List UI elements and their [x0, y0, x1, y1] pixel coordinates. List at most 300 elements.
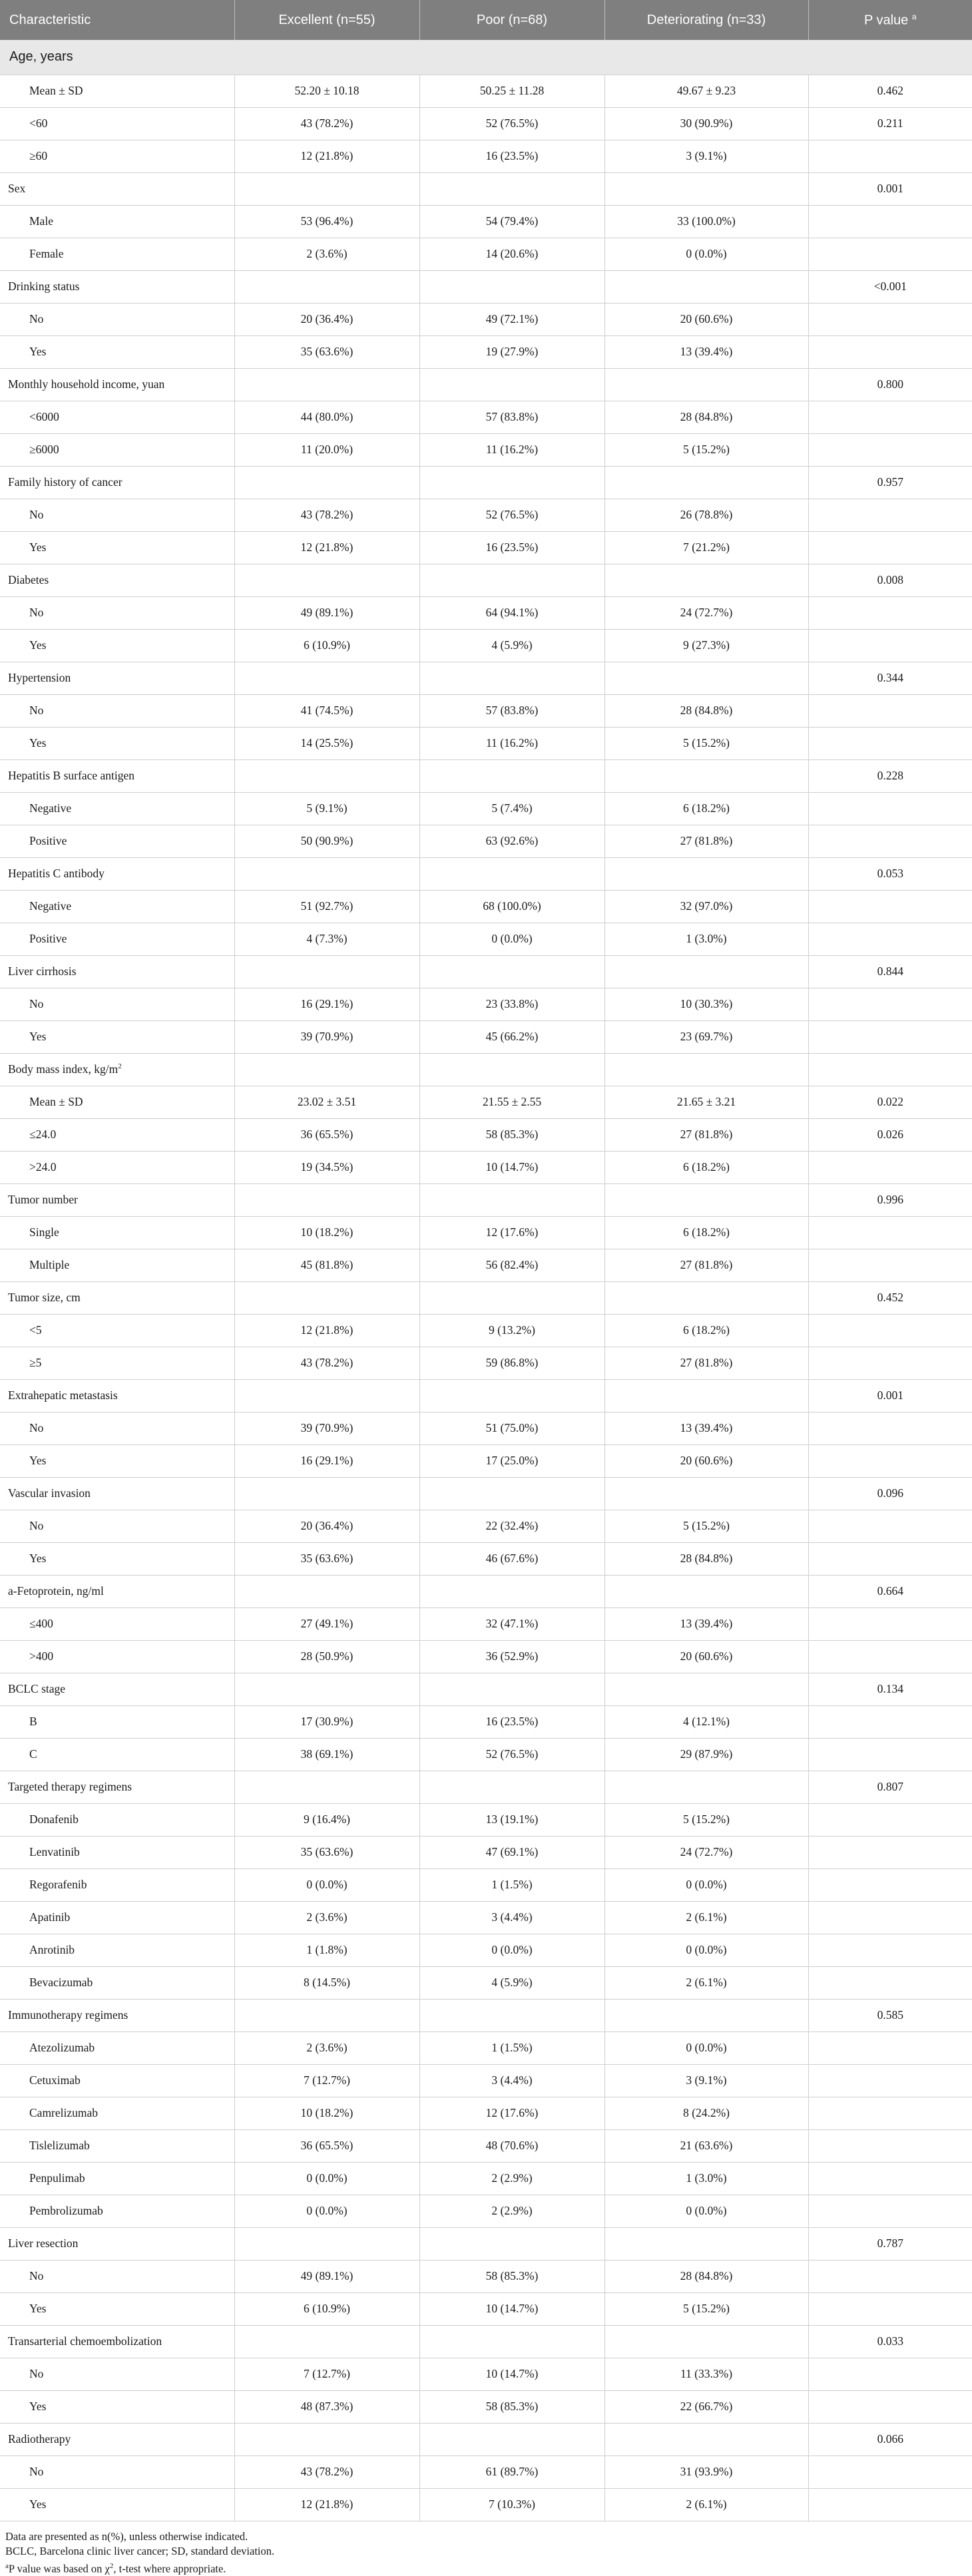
cell-excellent: 28 (50.9%): [234, 1640, 419, 1673]
cell-poor: 2 (2.9%): [419, 2162, 605, 2195]
table-row: [0, 1412, 972, 1444]
row-label: [0, 629, 234, 662]
cell-excellent: 16 (29.1%): [234, 988, 419, 1020]
table-row: [0, 1020, 972, 1053]
row-label: [0, 2097, 234, 2129]
cell-excellent: 7 (12.7%): [234, 2064, 419, 2097]
row-label: [0, 1673, 234, 1705]
row-label-text: Bevacizumab: [29, 1976, 93, 1989]
cell-excellent: 52.20 ± 10.18: [234, 75, 419, 107]
table-row: [0, 1542, 972, 1575]
cell-pvalue: [808, 2129, 972, 2162]
table-row: [0, 1836, 972, 1868]
cell-deteriorating: 6 (18.2%): [605, 1314, 808, 1347]
cell-poor: [419, 1281, 605, 1314]
cell-deteriorating: 13 (39.4%): [605, 1412, 808, 1444]
table-row: [0, 172, 972, 205]
cell-poor: 58 (85.3%): [419, 2390, 605, 2423]
row-label: [0, 335, 234, 368]
cell-poor: 2 (2.9%): [419, 2195, 605, 2227]
cell-excellent: 0 (0.0%): [234, 2195, 419, 2227]
cell-poor: 68 (100.0%): [419, 890, 605, 923]
cell-deteriorating: 28 (84.8%): [605, 401, 808, 433]
row-label: [0, 1053, 234, 1086]
table-row: [0, 2390, 972, 2423]
cell-poor: [419, 564, 605, 596]
table-row: [0, 2423, 972, 2456]
cell-deteriorating: 24 (72.7%): [605, 596, 808, 629]
cell-pvalue: [808, 923, 972, 955]
row-label-text: Immunotherapy regimens: [8, 2008, 128, 2022]
cell-excellent: 12 (21.8%): [234, 140, 419, 172]
table-row: [0, 2032, 972, 2064]
row-label-text: No: [29, 2367, 43, 2380]
row-label: [0, 1803, 234, 1836]
cell-excellent: 2 (3.6%): [234, 238, 419, 270]
cell-poor: 3 (4.4%): [419, 1901, 605, 1934]
table-row: [0, 955, 972, 988]
cell-pvalue: [808, 596, 972, 629]
cell-pvalue: [808, 1510, 972, 1542]
row-label-text: Family history of cancer: [8, 475, 122, 489]
header-characteristic: Characteristic: [0, 0, 234, 40]
row-label: [0, 303, 234, 335]
cell-excellent: 43 (78.2%): [234, 2456, 419, 2488]
cell-poor: 3 (4.4%): [419, 2064, 605, 2097]
cell-excellent: 36 (65.5%): [234, 1118, 419, 1151]
cell-excellent: 6 (10.9%): [234, 2292, 419, 2325]
row-label: [0, 1868, 234, 1901]
row-label: [0, 1444, 234, 1477]
cell-excellent: 2 (3.6%): [234, 2032, 419, 2064]
table-row: [0, 923, 972, 955]
cell-pvalue: [808, 1608, 972, 1640]
cell-pvalue: [808, 1868, 972, 1901]
cell-pvalue: 0.026: [808, 1118, 972, 1151]
row-label-text: Liver resection: [8, 2237, 78, 2250]
row-label-text: Cetuximab: [29, 2073, 81, 2087]
row-label-text: >24.0: [29, 1160, 57, 1174]
cell-excellent: 4 (7.3%): [234, 923, 419, 955]
row-label-text: Monthly household income, yuan: [8, 377, 164, 391]
cell-deteriorating: 28 (84.8%): [605, 2260, 808, 2292]
row-label: [0, 759, 234, 792]
cell-pvalue: [808, 2162, 972, 2195]
row-label-text: Yes: [29, 540, 46, 554]
row-label: [0, 75, 234, 107]
table-row: [0, 303, 972, 335]
row-label-text: Yes: [29, 2302, 46, 2315]
table-row: [0, 2325, 972, 2358]
cell-deteriorating: 11 (33.3%): [605, 2358, 808, 2390]
table-row: [0, 401, 972, 433]
cell-poor: 51 (75.0%): [419, 1412, 605, 1444]
table-row: [0, 1347, 972, 1379]
cell-excellent: [234, 857, 419, 890]
table-row: [0, 2488, 972, 2521]
table-row: [0, 1999, 972, 2032]
cell-excellent: 14 (25.5%): [234, 727, 419, 759]
cell-pvalue: 0.787: [808, 2227, 972, 2260]
cell-pvalue: 0.066: [808, 2423, 972, 2456]
cell-poor: 61 (89.7%): [419, 2456, 605, 2488]
cell-excellent: 27 (49.1%): [234, 1608, 419, 1640]
cell-excellent: [234, 1281, 419, 1314]
cell-excellent: [234, 368, 419, 401]
cell-poor: 16 (23.5%): [419, 140, 605, 172]
cell-pvalue: 0.001: [808, 172, 972, 205]
cell-excellent: [234, 1999, 419, 2032]
cell-poor: 17 (25.0%): [419, 1444, 605, 1477]
cell-pvalue: [808, 1053, 972, 1086]
cell-poor: 48 (70.6%): [419, 2129, 605, 2162]
row-label-text: Yes: [29, 638, 46, 652]
row-label: [0, 1901, 234, 1934]
row-label-text: Mean ± SD: [29, 1095, 83, 1108]
cell-excellent: 49 (89.1%): [234, 2260, 419, 2292]
table-row: [0, 792, 972, 825]
cell-excellent: 36 (65.5%): [234, 2129, 419, 2162]
header-poor: Poor (n=68): [419, 0, 605, 40]
table-row: [0, 1510, 972, 1542]
row-label: [0, 596, 234, 629]
row-label: [0, 466, 234, 499]
cell-poor: 49 (72.1%): [419, 303, 605, 335]
cell-pvalue: [808, 1738, 972, 1771]
footnote-3-post: , t-test where appropriate.: [113, 2562, 226, 2575]
table-row: [0, 759, 972, 792]
row-label-text: No: [29, 606, 43, 619]
cell-poor: 22 (32.4%): [419, 1510, 605, 1542]
table-row: [0, 727, 972, 759]
cell-poor: [419, 1999, 605, 2032]
cell-poor: 12 (17.6%): [419, 1216, 605, 1249]
row-label-text: B: [29, 1715, 37, 1728]
row-label: [0, 1705, 234, 1738]
cell-deteriorating: 4 (12.1%): [605, 1705, 808, 1738]
cell-deteriorating: 7 (21.2%): [605, 531, 808, 564]
cell-pvalue: [808, 1901, 972, 1934]
table-row: [0, 1151, 972, 1183]
cell-pvalue: [808, 1216, 972, 1249]
footnote-3-sup2: 2: [110, 2562, 114, 2570]
row-label: [0, 564, 234, 596]
table-row: [0, 107, 972, 140]
row-label: [0, 2390, 234, 2423]
row-label-text: <60: [29, 116, 47, 130]
cell-deteriorating: 29 (87.9%): [605, 1738, 808, 1771]
cell-deteriorating: [605, 1999, 808, 2032]
cell-deteriorating: [605, 270, 808, 303]
cell-deteriorating: [605, 1673, 808, 1705]
cell-pvalue: [808, 1705, 972, 1738]
cell-pvalue: [808, 694, 972, 727]
row-label-text: Targeted therapy regimens: [8, 1780, 132, 1793]
cell-pvalue: 0.452: [808, 1281, 972, 1314]
cell-excellent: [234, 1771, 419, 1803]
cell-deteriorating: 20 (60.6%): [605, 1444, 808, 1477]
row-label-text: Penpulimab: [29, 2171, 85, 2185]
table-row: [0, 1249, 972, 1281]
cell-pvalue: 0.022: [808, 1086, 972, 1118]
cell-poor: [419, 1053, 605, 1086]
cell-excellent: 35 (63.6%): [234, 335, 419, 368]
row-label-text: Yes: [29, 345, 46, 358]
cell-poor: 4 (5.9%): [419, 1966, 605, 1999]
cell-deteriorating: [605, 368, 808, 401]
cell-excellent: [234, 2325, 419, 2358]
row-label-text: No: [29, 1519, 43, 1532]
row-label-text: No: [29, 2465, 43, 2478]
cell-pvalue: 0.134: [808, 1673, 972, 1705]
row-label: [0, 2292, 234, 2325]
row-label-text: Yes: [29, 2400, 46, 2413]
cell-deteriorating: 3 (9.1%): [605, 2064, 808, 2097]
table-row: [0, 499, 972, 531]
cell-excellent: 6 (10.9%): [234, 629, 419, 662]
cell-deteriorating: 28 (84.8%): [605, 1542, 808, 1575]
cell-pvalue: [808, 988, 972, 1020]
row-label: [0, 531, 234, 564]
cell-deteriorating: [605, 564, 808, 596]
row-label-text: Apatinib: [29, 1910, 70, 1924]
row-label: [0, 2064, 234, 2097]
table-row: [0, 857, 972, 890]
cell-deteriorating: 0 (0.0%): [605, 238, 808, 270]
footnote-2: BCLC, Barcelona clinic liver cancer; SD, standard deviation.: [5, 2544, 967, 2559]
row-label: [0, 1575, 234, 1608]
row-label-text: BCLC stage: [8, 1682, 65, 1695]
table-row: [0, 1803, 972, 1836]
table-row: [0, 433, 972, 466]
table-row: [0, 890, 972, 923]
cell-deteriorating: [605, 759, 808, 792]
table-row: [0, 1379, 972, 1412]
cell-excellent: 44 (80.0%): [234, 401, 419, 433]
cell-excellent: 49 (89.1%): [234, 596, 419, 629]
row-label-text: ≥6000: [29, 443, 59, 456]
cell-poor: 10 (14.7%): [419, 1151, 605, 1183]
table-row: [0, 1118, 972, 1151]
table-row: [0, 1901, 972, 1934]
cell-deteriorating: 9 (27.3%): [605, 629, 808, 662]
row-label-text: Lenvatinib: [29, 1845, 80, 1858]
cell-poor: 45 (66.2%): [419, 1020, 605, 1053]
cell-pvalue: [808, 1249, 972, 1281]
cell-poor: 47 (69.1%): [419, 1836, 605, 1868]
cell-deteriorating: 5 (15.2%): [605, 1510, 808, 1542]
row-label: [0, 1738, 234, 1771]
cell-pvalue: [808, 825, 972, 857]
cell-poor: 19 (27.9%): [419, 335, 605, 368]
cell-excellent: [234, 2227, 419, 2260]
table-row: [0, 2129, 972, 2162]
cell-deteriorating: [605, 1575, 808, 1608]
cell-excellent: 20 (36.4%): [234, 303, 419, 335]
cell-deteriorating: 5 (15.2%): [605, 433, 808, 466]
row-label: [0, 2325, 234, 2358]
row-label-text: ≥5: [29, 1356, 41, 1369]
cell-pvalue: [808, 401, 972, 433]
footnote-3-sup: a: [5, 2562, 9, 2570]
row-label-text: Transarterial chemoembolization: [8, 2334, 162, 2348]
row-label: [0, 1281, 234, 1314]
cell-pvalue: [808, 238, 972, 270]
cell-deteriorating: 13 (39.4%): [605, 1608, 808, 1640]
cell-pvalue: [808, 629, 972, 662]
table-row: [0, 368, 972, 401]
cell-deteriorating: 1 (3.0%): [605, 923, 808, 955]
table-row: [0, 1314, 972, 1347]
cell-deteriorating: 2 (6.1%): [605, 2488, 808, 2521]
row-label: [0, 2358, 234, 2390]
cell-poor: 10 (14.7%): [419, 2358, 605, 2390]
cell-excellent: [234, 2423, 419, 2456]
table-row: [0, 1183, 972, 1216]
cell-deteriorating: [605, 1183, 808, 1216]
row-label-text: Hepatitis B surface antigen: [8, 769, 134, 782]
row-label-text: Hepatitis C antibody: [8, 867, 105, 880]
cell-pvalue: [808, 2390, 972, 2423]
row-label: [0, 1999, 234, 2032]
row-label: [0, 662, 234, 694]
cell-deteriorating: 21 (63.6%): [605, 2129, 808, 2162]
cell-pvalue: [808, 1020, 972, 1053]
row-label-text: Vascular invasion: [8, 1486, 91, 1500]
cell-pvalue: [808, 2488, 972, 2521]
cell-deteriorating: 0 (0.0%): [605, 1934, 808, 1966]
cell-poor: [419, 1575, 605, 1608]
row-label-text: Positive: [29, 834, 67, 847]
cell-pvalue: 0.462: [808, 75, 972, 107]
cell-excellent: 43 (78.2%): [234, 499, 419, 531]
cell-pvalue: [808, 205, 972, 238]
cell-deteriorating: 31 (93.9%): [605, 2456, 808, 2488]
cell-poor: 58 (85.3%): [419, 1118, 605, 1151]
cell-excellent: 45 (81.8%): [234, 1249, 419, 1281]
cell-pvalue: [808, 140, 972, 172]
cell-excellent: 19 (34.5%): [234, 1151, 419, 1183]
row-label: [0, 238, 234, 270]
cell-pvalue: [808, 1314, 972, 1347]
cell-excellent: 20 (36.4%): [234, 1510, 419, 1542]
row-label-text: Yes: [29, 1030, 46, 1043]
cell-poor: [419, 857, 605, 890]
cell-deteriorating: 2 (6.1%): [605, 1901, 808, 1934]
row-label-text: No: [29, 508, 43, 521]
row-label-text: Female: [29, 247, 64, 260]
row-label: [0, 694, 234, 727]
row-label: [0, 1934, 234, 1966]
row-label-text: ≤400: [29, 1617, 53, 1630]
cell-deteriorating: 13 (39.4%): [605, 335, 808, 368]
row-label: [0, 890, 234, 923]
footnote-1: Data are presented as n(%), unless otherwise indicated.: [5, 2529, 967, 2544]
table-row: [0, 2456, 972, 2488]
cell-deteriorating: 0 (0.0%): [605, 2195, 808, 2227]
cell-poor: 13 (19.1%): [419, 1803, 605, 1836]
table-row: [0, 662, 972, 694]
table-row: [0, 2227, 972, 2260]
row-label-text: No: [29, 704, 43, 717]
cell-deteriorating: 6 (18.2%): [605, 1151, 808, 1183]
cell-deteriorating: 27 (81.8%): [605, 1118, 808, 1151]
cell-excellent: 23.02 ± 3.51: [234, 1086, 419, 1118]
table-row: [0, 1934, 972, 1966]
cell-deteriorating: 1 (3.0%): [605, 2162, 808, 2195]
row-label-text: Negative: [29, 801, 71, 815]
section-band-label: Age, years: [0, 40, 972, 75]
cell-poor: 54 (79.4%): [419, 205, 605, 238]
cell-poor: [419, 270, 605, 303]
table-row: [0, 1086, 972, 1118]
cell-pvalue: 0.096: [808, 1477, 972, 1510]
cell-pvalue: [808, 2097, 972, 2129]
cell-poor: 23 (33.8%): [419, 988, 605, 1020]
cell-pvalue: [808, 2292, 972, 2325]
table-row: [0, 140, 972, 172]
cell-poor: 52 (76.5%): [419, 107, 605, 140]
cell-deteriorating: 23 (69.7%): [605, 1020, 808, 1053]
cell-excellent: 0 (0.0%): [234, 1868, 419, 1901]
cell-poor: 16 (23.5%): [419, 1705, 605, 1738]
row-label-text: Negative: [29, 899, 71, 913]
cell-poor: 10 (14.7%): [419, 2292, 605, 2325]
row-label: [0, 923, 234, 955]
cell-excellent: 38 (69.1%): [234, 1738, 419, 1771]
table-row: [0, 629, 972, 662]
cell-excellent: 16 (29.1%): [234, 1444, 419, 1477]
cell-excellent: 12 (21.8%): [234, 531, 419, 564]
header-pvalue-sup: a: [912, 12, 917, 21]
cell-deteriorating: 28 (84.8%): [605, 694, 808, 727]
table-row: [0, 2260, 972, 2292]
table-row: [0, 1053, 972, 1086]
cell-deteriorating: 20 (60.6%): [605, 1640, 808, 1673]
cell-deteriorating: 27 (81.8%): [605, 1249, 808, 1281]
row-label-text: Yes: [29, 2497, 46, 2511]
header-deteriorating: Deteriorating (n=33): [605, 0, 808, 40]
row-label: [0, 1216, 234, 1249]
cell-pvalue: <0.001: [808, 270, 972, 303]
row-label: [0, 172, 234, 205]
cell-pvalue: [808, 2260, 972, 2292]
cell-pvalue: [808, 433, 972, 466]
cell-deteriorating: 26 (78.8%): [605, 499, 808, 531]
cell-pvalue: 0.033: [808, 2325, 972, 2358]
row-label-text: Single: [29, 1225, 59, 1239]
cell-pvalue: [808, 335, 972, 368]
row-label-text: a-Fetoprotein, ng/ml: [8, 1584, 104, 1598]
cell-poor: 14 (20.6%): [419, 238, 605, 270]
header-pvalue-text: P value: [864, 13, 908, 27]
cell-poor: [419, 1379, 605, 1412]
row-label-text: Donafenib: [29, 1813, 79, 1826]
row-label: [0, 2456, 234, 2488]
cell-deteriorating: [605, 2227, 808, 2260]
row-label-text: Diabetes: [8, 573, 49, 586]
cell-deteriorating: 27 (81.8%): [605, 1347, 808, 1379]
row-label-text: Extrahepatic metastasis: [8, 1389, 118, 1402]
cell-excellent: [234, 1379, 419, 1412]
table-row: [0, 988, 972, 1020]
cell-pvalue: 0.053: [808, 857, 972, 890]
cell-pvalue: [808, 792, 972, 825]
footnote-3: [5, 2559, 967, 2576]
cell-pvalue: [808, 1542, 972, 1575]
row-label: [0, 1966, 234, 1999]
cell-excellent: [234, 1053, 419, 1086]
